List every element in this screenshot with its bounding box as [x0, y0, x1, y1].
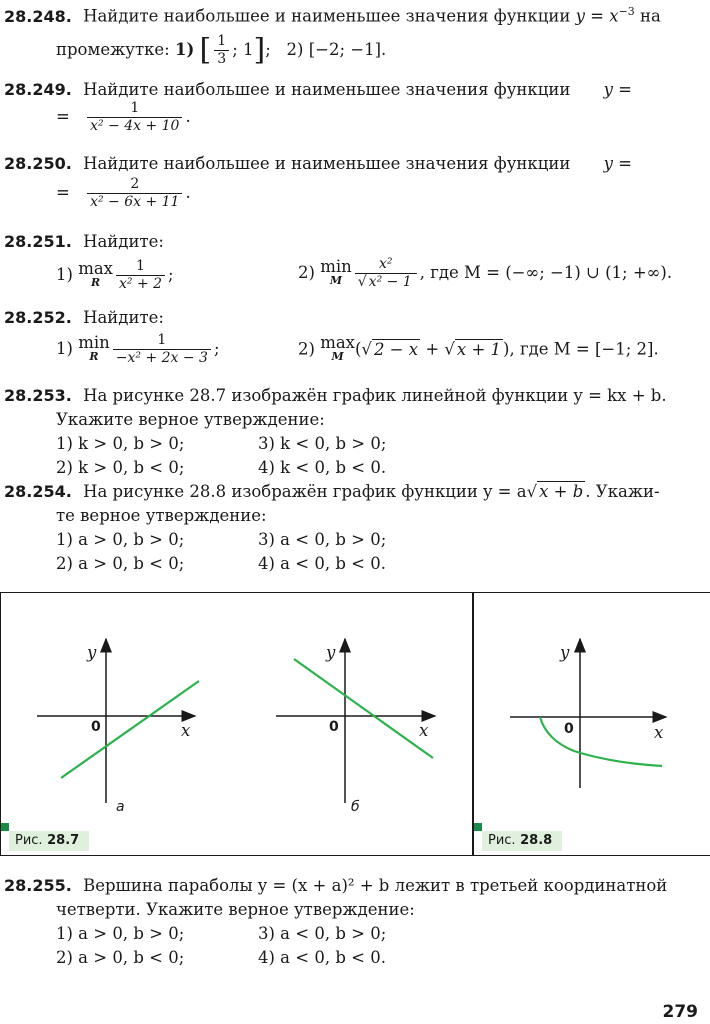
line-graph-a	[61, 681, 199, 778]
page-number: 279	[662, 1002, 698, 1022]
problem-28-251-item2: 2) min M $\frac{\text{x²}}{\text{√ x² − 1}}$ , где M = (−∞; −1) ∪ (1; +∞).	[298, 256, 673, 290]
line-graph-b	[294, 659, 433, 758]
option-3: 3) a < 0, b > 0;	[258, 924, 387, 943]
problem-28-250: 28.250. Найдите наибольшее и наименьшее значения функции y =	[4, 154, 632, 173]
problem-28-248: 28.248. Найдите наибольшее и наименьшее значения функции $y = x^{-3}$ на	[4, 5, 661, 26]
subfigure-label-a: а	[116, 799, 125, 815]
origin-label: 0	[564, 721, 574, 737]
problem-number: 28.248.	[4, 6, 72, 26]
option-3: 3) a < 0, b > 0;	[258, 530, 387, 549]
x-label: x	[654, 723, 664, 742]
function: y = x	[575, 6, 619, 26]
problem-28-255: 28.255. Вершина параболы y = (x + a)² + b лежит в третьей координатной	[4, 876, 668, 895]
problem-text: Найдите наибольшее и наименьшее значения функции	[83, 6, 571, 26]
y-label: y	[326, 643, 336, 662]
caption-square-icon	[474, 823, 482, 831]
figure-28-7	[0, 592, 473, 856]
subfigure-label-b: б	[351, 799, 360, 815]
option-4: 4) k < 0, b < 0.	[258, 458, 387, 477]
option-2: 2) a > 0, b < 0;	[56, 948, 185, 967]
problem-28-248-line2: промежутке: 1) [ $\frac{1}{3}$ ; 1]; 2) [−2; −1].	[56, 32, 387, 68]
option-2: 2) a > 0, b < 0;	[56, 554, 185, 573]
problem-28-255-line2: четверти. Укажите верное утверждение:	[56, 900, 415, 919]
option-2: 2) k > 0, b < 0;	[56, 458, 185, 477]
option-1: 1) a > 0, b > 0;	[56, 924, 185, 943]
origin-label: 0	[329, 719, 339, 735]
problem-28-252: 28.252. Найдите:	[4, 308, 164, 327]
option-3: 3) k < 0, b > 0;	[258, 434, 387, 453]
x-label: x	[181, 721, 191, 740]
figure-28-7-graphs	[1, 593, 472, 855]
figure-28-8	[473, 592, 710, 856]
problem-28-249: 28.249. Найдите наибольшее и наименьшее значения функции y =	[4, 80, 632, 99]
problem-28-250-line2: = $\frac{2}{\text{x² − 6x + 11}}$ .	[56, 176, 191, 210]
y-label: y	[560, 643, 570, 662]
problem-28-251-items: 1) max R $\frac{1}{\text{x² + 2}}$ ;	[56, 258, 174, 292]
figure-28-8-graph	[474, 593, 710, 855]
option-4: 4) a < 0, b < 0.	[258, 948, 386, 967]
problem-28-252-items: 1) min R $\frac{1}{\text{−x² + 2x − 3}}$ ;	[56, 332, 220, 366]
problem-28-253-line2: Укажите верное утверждение:	[56, 410, 325, 429]
option-1: 1) k > 0, b > 0;	[56, 434, 185, 453]
caption-square-icon	[1, 823, 9, 831]
problem-28-254: 28.254. На рисунке 28.8 изображён график функции y = a√ x + b . Укажи-	[4, 482, 660, 501]
figure-caption: Рис. 28.7	[9, 831, 89, 851]
option-1: 1) a > 0, b > 0;	[56, 530, 185, 549]
y-label: y	[87, 643, 97, 662]
origin-label: 0	[91, 719, 101, 735]
x-label: x	[419, 721, 429, 740]
problem-28-252-item2: 2) max M (√ 2 − x + √ x + 1 ), где M = [−1; 2].	[298, 333, 659, 363]
problem-28-254-line2: те верное утверждение:	[56, 506, 267, 525]
problem-28-251: 28.251. Найдите:	[4, 232, 164, 251]
problem-28-253: 28.253. На рисунке 28.7 изображён график линейной функции y = kx + b.	[4, 386, 667, 405]
sqrt-graph	[540, 717, 662, 766]
problem-28-249-line2: = $\frac{1}{\text{x² − 4x + 10}}$ .	[56, 100, 191, 134]
option-4: 4) a < 0, b < 0.	[258, 554, 386, 573]
figure-caption: Рис. 28.8	[482, 831, 562, 851]
